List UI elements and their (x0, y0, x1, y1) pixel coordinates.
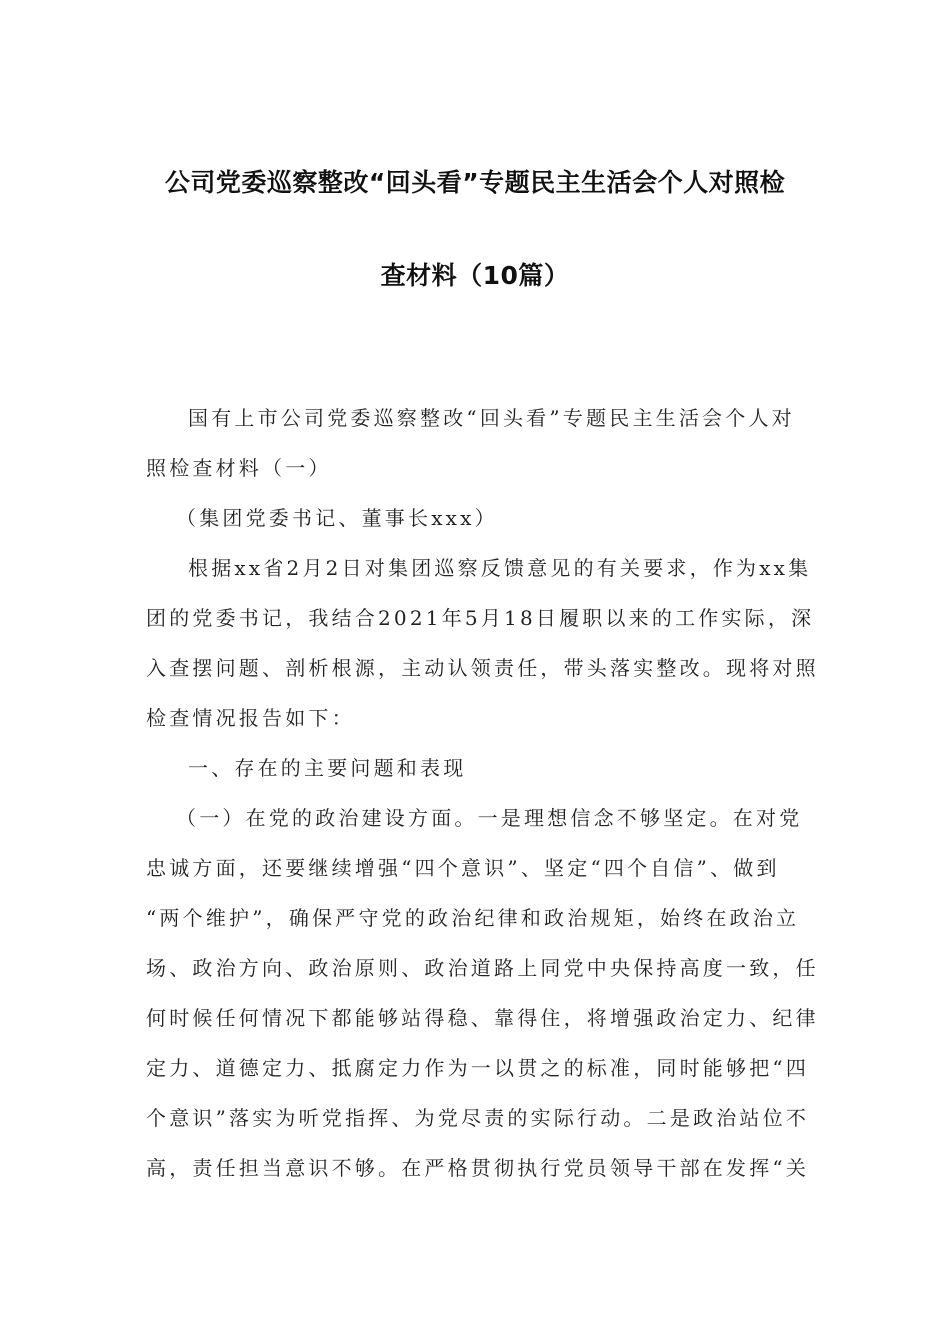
paragraph-line: （集团党委书记、董事长xxx） (176, 506, 498, 530)
section-heading: 一、存在的主要问题和表现 (188, 756, 467, 780)
paragraph-line: 团的党委书记，我结合2021年5月18日履职以来的工作实际，深 (146, 606, 815, 630)
paragraph-line: 定力、道德定力、抵腐定力作为一以贯之的标准，同时能够把“四 (146, 1056, 810, 1080)
paragraph-line: 个意识”落实为听党指挥、为党尽责的实际行动。二是政治站位不 (146, 1106, 810, 1130)
paragraph-line: 高，责任担当意识不够。在严格贯彻执行党员领导干部在发挥“关 (146, 1156, 810, 1180)
paragraph-line: 检查情况报告如下： (146, 706, 355, 730)
paragraph-line: 照检查材料（一） (146, 456, 332, 480)
document-title-line-2: 查材料（10篇） (380, 261, 570, 290)
paragraph-line: 根据xx省2月2日对集团巡察反馈意见的有关要求，作为xx集 (188, 556, 812, 580)
paragraph-line: 国有上市公司党委巡察整改“回头看”专题民主生活会个人对 (188, 406, 795, 430)
paragraph-line: 入查摆问题、剖析根源，主动认领责任，带头落实整改。现将对照 (146, 656, 819, 680)
paragraph-line: “两个维护”，确保严守党的政治纪律和政治规矩，始终在政治立 (146, 906, 800, 930)
paragraph-line: 忠诚方面，还要继续增强“四个意识”、坚定“四个自信”、做到 (146, 856, 780, 880)
paragraph-line: 何时候任何情况下都能够站得稳、靠得住，将增强政治定力、纪律 (146, 1006, 819, 1030)
document-title-line-1: 公司党委巡察整改“回头看”专题民主生活会个人对照检 (164, 168, 786, 197)
paragraph-line: 场、政治方向、政治原则、政治道路上同党中央保持高度一致，任 (146, 956, 819, 980)
paragraph-line: （一）在党的政治建设方面。一是理想信念不够坚定。在对党 (176, 806, 803, 830)
